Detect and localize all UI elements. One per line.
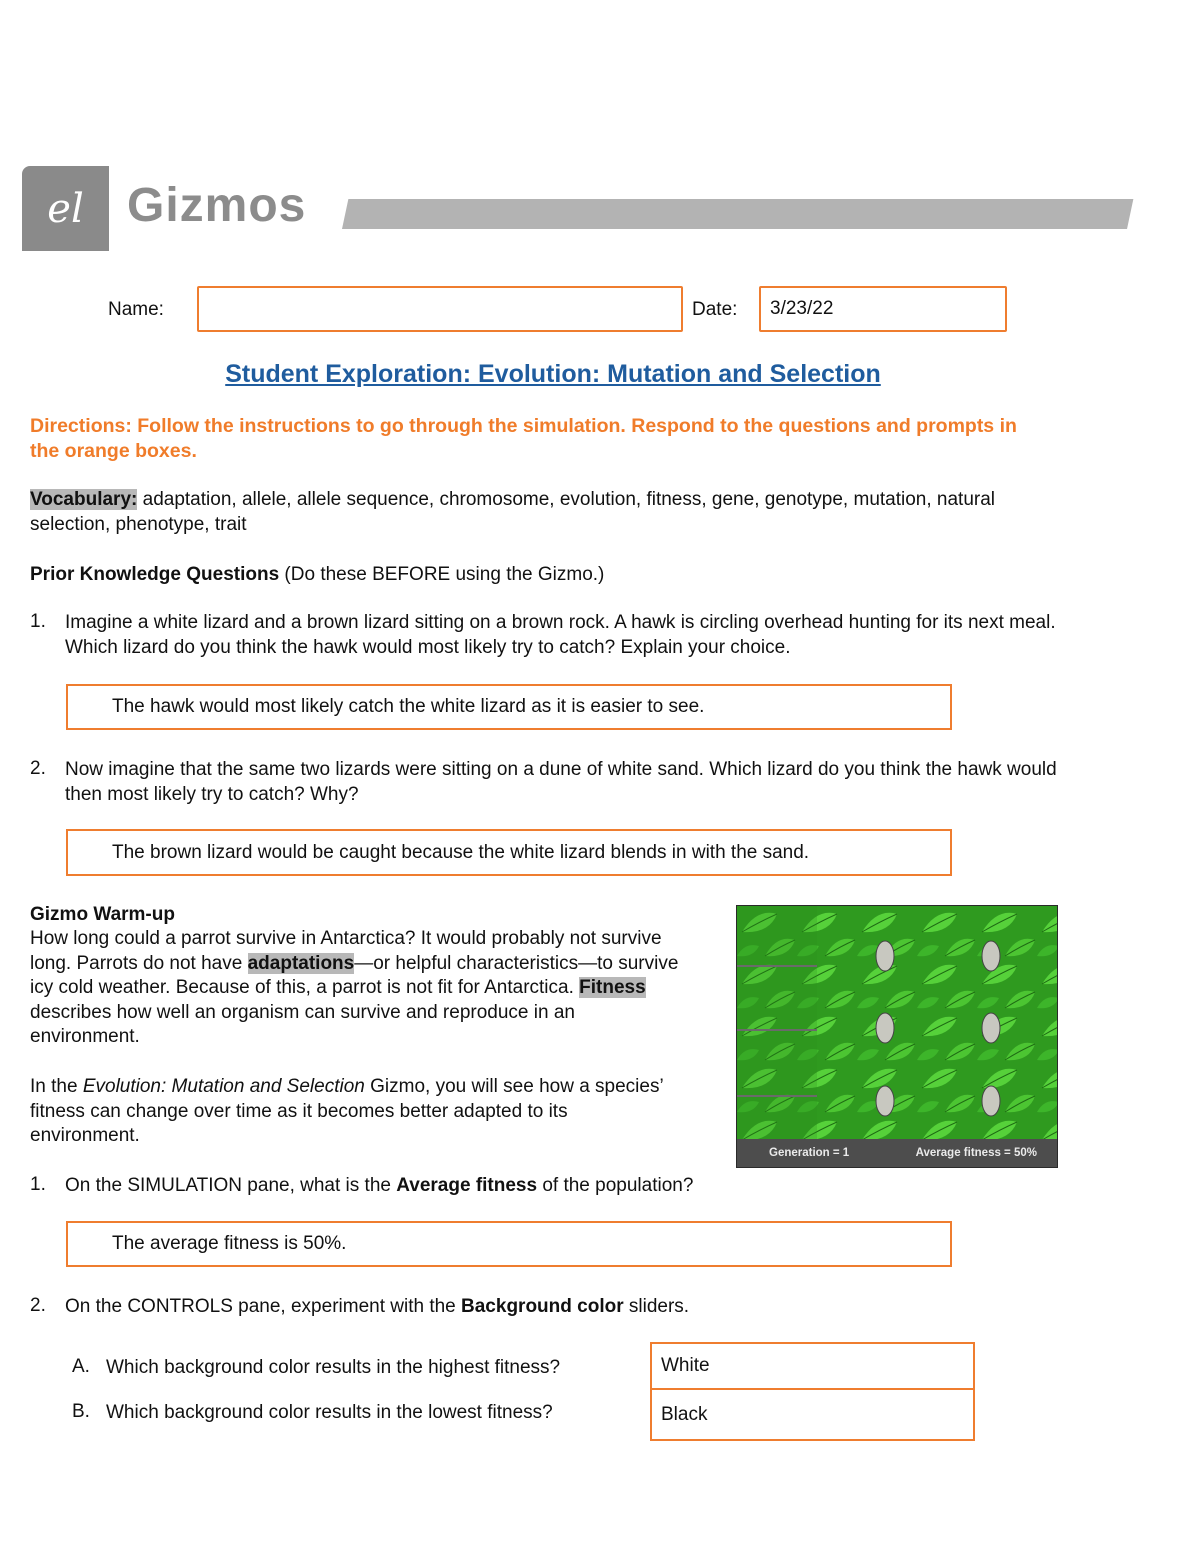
question-text: [65, 1295, 965, 1320]
sub-question-text: Which background color results in the lowest fitness?: [106, 1402, 553, 1423]
q-text: sliders.: [623, 1296, 690, 1317]
prior-knowledge-heading: [30, 563, 604, 588]
brand-name: Gizmos: [127, 179, 307, 232]
warmup-heading: Gizmo Warm-up: [30, 904, 175, 925]
sub-question-letter: A.: [72, 1356, 90, 1377]
name-label: Name:: [108, 299, 164, 320]
vocabulary-label: Vocabulary:: [30, 489, 138, 510]
prior-knowledge-title: Prior Knowledge Questions: [30, 564, 280, 585]
sub-question-text: Which background color results in the highest fitness?: [106, 1357, 561, 1378]
date-label: Date:: [692, 299, 738, 320]
answer-box-highest[interactable]: White: [650, 1342, 975, 1390]
question-text: Now imagine that the same two lizards were sitting on a dune of white sand. Which lizard do you think the hawk would then most likely try to catch? Why?: [65, 759, 1057, 805]
average-fitness-readout: Average fitness = 50%: [915, 1147, 1037, 1159]
warmup-text: describes how well an organism can survive and reproduce in an environment.: [30, 1001, 575, 1047]
vocabulary-terms: adaptation, allele, allele sequence, chromosome, evolution, fitness, gene, genotype, mutation, natural selection, phenotype, trait: [30, 489, 996, 535]
warmup-paragraph-1: [30, 927, 690, 1050]
warmup-text: Gizmo, you will see how a species’ fitness can change over time as it becomes better adapted to its environment.: [30, 1076, 663, 1146]
q-text: of the population?: [537, 1175, 694, 1196]
explorelearning-logo: [22, 166, 109, 251]
q-bold: Background color: [461, 1296, 624, 1317]
prior-knowledge-note: (Do these BEFORE using the Gizmo.): [279, 564, 605, 585]
sub-question-letter: B.: [72, 1401, 90, 1422]
answer-box-pk1[interactable]: The hawk would most likely catch the white lizard as it is easier to see.: [66, 684, 952, 730]
gizmo-name: Evolution: Mutation and Selection: [82, 1076, 365, 1097]
question-number: 2.: [30, 758, 46, 779]
warmup-text: In the: [30, 1076, 83, 1097]
header-bar: [342, 199, 1133, 229]
answer-box-lowest[interactable]: Black: [650, 1388, 975, 1441]
simulation-status-bar: [737, 1139, 1057, 1167]
page-title: Student Exploration: Evolution: Mutation and Selection: [225, 360, 881, 388]
warmup-paragraph-2: [30, 1075, 680, 1149]
leaf-background: [737, 906, 1058, 1142]
warmup-text: —or helpful characteristics—to survive icy cold weather. Because of this, a parrot is not fit for Antarctica.: [30, 952, 679, 998]
question-number: 1.: [30, 611, 46, 632]
question-number: 1.: [30, 1174, 46, 1195]
q-bold: Average fitness: [396, 1175, 538, 1196]
q-text: On the SIMULATION pane, what is the: [65, 1175, 397, 1196]
directions-text: Directions: Follow the instructions to go through the simulation. Respond to the questions and prompts in the orange boxes.: [30, 415, 1017, 462]
name-field[interactable]: [197, 286, 683, 332]
question-text: Imagine a white lizard and a brown lizard sitting on a brown rock. A hawk is circling overhead hunting for its next meal. Which lizard do you think the hawk would most likely try to catch? Explain your choice.: [65, 612, 1056, 658]
simulation-image: [736, 905, 1058, 1168]
term-fitness: Fitness: [579, 977, 646, 998]
answer-box-pk2[interactable]: The brown lizard would be caught because the white lizard blends in with the sand.: [66, 829, 952, 876]
question-text: [65, 1174, 965, 1199]
warmup-text: How long could a parrot survive in Antarctica? It would probably not survive long. Parrots do not have: [30, 928, 662, 974]
question-number: 2.: [30, 1295, 46, 1316]
answer-box-w1[interactable]: The average fitness is 50%.: [66, 1221, 952, 1267]
date-field[interactable]: 3/23/22: [759, 286, 1007, 332]
term-adaptations: adaptations: [247, 952, 355, 974]
q-text: On the CONTROLS pane, experiment with the: [65, 1296, 462, 1317]
logo-glyph: el: [47, 185, 84, 232]
generation-readout: Generation = 1: [769, 1147, 850, 1159]
vocabulary: [30, 488, 1070, 537]
